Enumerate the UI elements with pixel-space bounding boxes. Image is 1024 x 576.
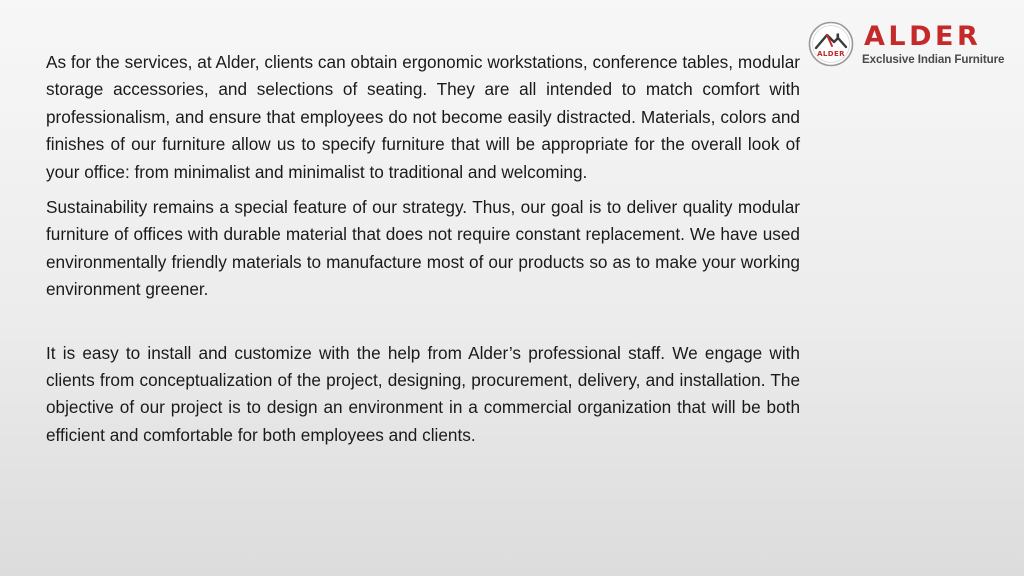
paragraph-services: As for the services, at Alder, clients can obtain ergonomic workstations, conference tables, modular storage accessories, and selections of seating. They are all intended to match comfort with professionalism, and ensure that employees do not become easily distracted. Materials, colors and finishes of our furniture allow us to specify furniture that will be appropriate for the overall look of your office: from minimalist and minimalist to traditional and welcoming. — [46, 52, 800, 182]
paragraph-installation: It is easy to install and customize with the help from Alder’s professional staff. We engage with clients from conceptualization of the project, designing, procurement, delivery, and installation. The objective of our project is to design an environment in a commercial organization that will be both efficient and comfortable for both employees and clients. — [46, 342, 800, 445]
body-text — [46, 49, 800, 449]
paragraph-sustainability: Sustainability remains a special feature of our strategy. Thus, our goal is to deliver quality modular furniture of offices with durable material that does not require constant replacement. We have used environmentally friendly materials to manufacture most of our products so as to make your working environment greener. — [46, 197, 800, 300]
logo-emblem-text: ALDER — [817, 50, 845, 58]
logo-wordmark: ALDER — [864, 21, 982, 52]
alder-house-logo-icon — [808, 21, 854, 67]
alder-logo — [808, 21, 1004, 73]
logo-tagline: Exclusive Indian Furniture — [862, 53, 1005, 66]
